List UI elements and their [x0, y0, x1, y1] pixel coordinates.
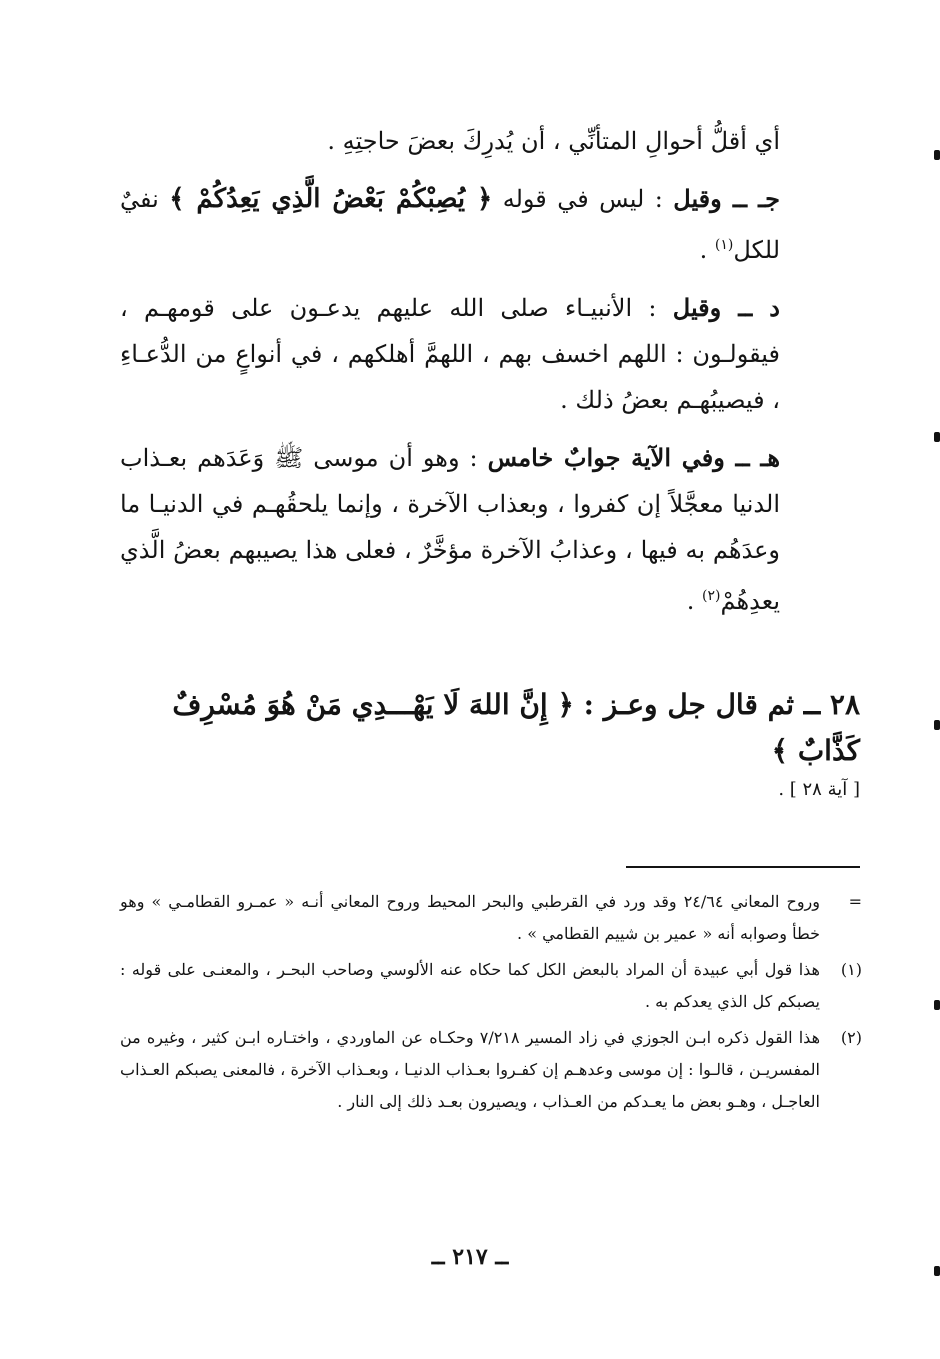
- margin-mark: [934, 1266, 940, 1276]
- paragraph-jim: [120, 176, 780, 273]
- margin-mark: [934, 1000, 940, 1010]
- margin-mark: [934, 150, 940, 160]
- paragraph-label: هـ ــ وفي الآية جوابٌ خامس: [487, 443, 781, 472]
- footnote-mark: (٢): [840, 1028, 862, 1047]
- footnote-ref[interactable]: (٢): [702, 588, 721, 604]
- footnotes: [120, 886, 862, 1122]
- verse-lead: ثم قال جل وعـز :: [573, 688, 804, 721]
- paragraph-end: .: [699, 236, 715, 264]
- page-number: ــ ٢١٧ ــ: [431, 1244, 509, 1270]
- footnote-text: هذا القول ذكره ابـن الجوزي في زاد المسير ٧/٢١٨ وحكـاه عن الماوردي ، واختـاره ابـن كثير ، وغيره من المفسريـن ، قالـوا : إن موسى وعدهـم إن كفـروا بعـذاب الدنيـا ، وبعـذاب الآخرة ، فالمعنى يصبكم العـذاب العاجـل ، وهـو بعض ما يعـدكم من العـذاب ، ويصيرون بعـد ذلك إلى النار .: [120, 1028, 820, 1111]
- footnote-mark: (١): [840, 960, 862, 979]
- quran-quote: ﴿ إِنَّ اللهَ لَا يَهْـــدِي مَنْ هُوَ مُسْرِفٌ كَذَّابٌ ﴾: [172, 688, 860, 767]
- verse-28: [120, 682, 860, 806]
- footnote-text: هذا قول أبي عبيدة أن المراد بالبعض الكل كما حكاه عنه الألوسي وصاحب البحـر ، والمعنـى على قوله : يصبكم كل الذي يعدكم به .: [120, 960, 820, 1011]
- verse-heading: [120, 682, 860, 774]
- footnote-divider: [626, 866, 860, 868]
- paragraph-text: : الأنبيـاء صلى الله عليهم يدعـون على قومهـم ، فيقولـون : اللهم اخسف بهم ، اللهمَّ أهلكهم ، في أنواعٍ من الدُّعـاءِ ، فيصيبُهـم بعضُ ذلك .: [120, 294, 780, 414]
- paragraph-end: .: [686, 587, 703, 615]
- paragraph-label: د ــ وقيل: [672, 293, 780, 322]
- paragraph-text: : ليس في قوله: [492, 185, 674, 213]
- footnote-mark: =: [848, 892, 862, 911]
- paragraph-text: نفيٌ للكل: [120, 185, 780, 264]
- paragraph-intro: أي أقلُّ أحوالِ المتأنِّي ، أن يُدرِكَ بعضَ حاجتِهِ .: [327, 127, 780, 155]
- paragraph-dal: [120, 285, 780, 423]
- footnote-2: [120, 1022, 862, 1118]
- footnote-continued: [120, 886, 862, 950]
- margin-mark: [934, 432, 940, 442]
- main-text: [120, 118, 780, 624]
- footnote-1: [120, 954, 862, 1018]
- verse-reference: [ آية ٢٨ ] .: [778, 779, 860, 800]
- verse-number: ٢٨ ــ: [803, 688, 860, 721]
- paragraph-text: : وهو أن موسى ﷺ وَعَدَهم بعـذاب الدنيا معجَّلاً إن كفروا ، وبعذاب الآخرة ، وإنما يلحقُهـم في الدنيـا ما وعدَهُم به فيها ، وعذابُ الآخرة مؤخَّرٌ ، فعلى هذا يصيبهم بعضُ الَّذي يعدِهُمْ: [120, 444, 780, 615]
- margin-mark: [934, 720, 940, 730]
- quran-quote: ﴿ يُصِبْكُمْ بَعْضُ الَّذِي يَعِدُكُمْ ﴾: [169, 184, 493, 214]
- footnote-ref[interactable]: (١): [714, 237, 734, 253]
- paragraph-label: جـ ــ وقيل: [673, 184, 781, 213]
- paragraph-ha: [120, 435, 780, 624]
- footnote-text: وروح المعاني ٢٤/٦٤ وقد ورد في القرطبي والبحر المحيط وروح المعاني أنـه « عمـرو القطامـي » وهو خطأ وصوابه أنه « عمير بن شييم القطامي » .: [120, 892, 820, 943]
